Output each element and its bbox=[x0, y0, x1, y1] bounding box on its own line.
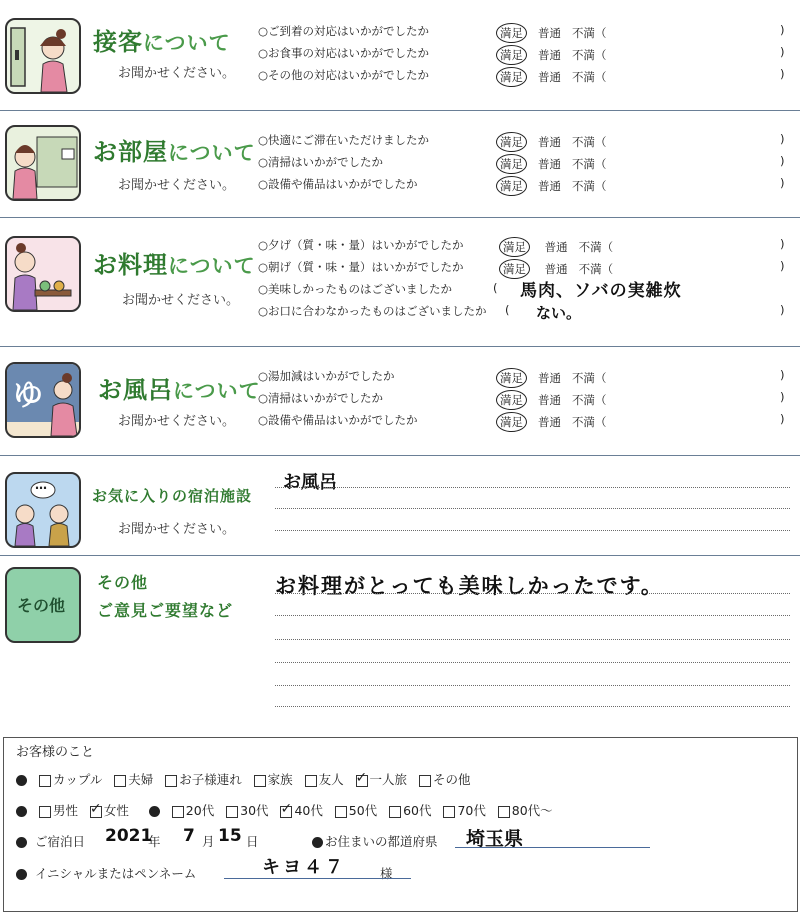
checkbox-couple[interactable]: カップル bbox=[39, 772, 102, 787]
bath-illustration bbox=[5, 362, 81, 438]
section-divider bbox=[0, 217, 800, 218]
speech-dots: … bbox=[35, 478, 47, 492]
checkbox-family[interactable]: 家族 bbox=[254, 772, 293, 787]
checkbox-male[interactable]: 男性 bbox=[39, 803, 78, 818]
food-answer-open-paren: ( bbox=[493, 281, 498, 295]
favorite-illustration bbox=[5, 472, 81, 548]
paren-close: ) bbox=[780, 176, 785, 190]
service-subtitle: お聞かせください。 bbox=[118, 66, 236, 81]
food-illustration-icon bbox=[7, 238, 79, 310]
other-title-line2: ご意見ご要望など bbox=[97, 601, 234, 620]
checkbox-age-40s[interactable]: ✓ 40代 bbox=[280, 800, 323, 818]
service-title: 接客について bbox=[93, 28, 231, 56]
checkbox-age-80s-plus[interactable]: 80代〜 bbox=[498, 803, 553, 818]
bullet-icon bbox=[16, 806, 27, 817]
food-question-4: ○お口に合わなかったものはございましたか bbox=[258, 304, 487, 318]
bath-title: お風呂について bbox=[98, 376, 261, 404]
paren-close: ) bbox=[780, 237, 785, 251]
room-question-3: ○設備や備品はいかがでしたか bbox=[258, 177, 418, 191]
prefecture-label: お住まいの都道府県 bbox=[325, 834, 438, 849]
writing-line bbox=[275, 508, 790, 509]
stay-date-row bbox=[16, 832, 85, 850]
check-mark-icon: ✓ bbox=[280, 800, 293, 817]
writing-line bbox=[275, 593, 790, 594]
writing-line bbox=[275, 615, 790, 616]
room-question-2: ○清掃はいかがでしたか bbox=[258, 155, 384, 169]
room-title: お部屋について bbox=[93, 138, 256, 166]
paren-close: ) bbox=[780, 259, 785, 273]
service-question-3: ○その他の対応はいかがでしたか bbox=[258, 68, 430, 82]
bath-question-3: ○設備や備品はいかがでしたか bbox=[258, 413, 418, 427]
checkbox-age-20s[interactable]: 20代 bbox=[172, 803, 214, 818]
writing-line bbox=[275, 662, 790, 663]
checkbox-age-50s[interactable]: 50代 bbox=[335, 803, 377, 818]
room-illustration-icon bbox=[7, 127, 79, 199]
stay-year-value[interactable]: 2021 bbox=[105, 826, 153, 846]
stay-month-value[interactable]: 7 bbox=[183, 826, 195, 846]
paren-close: ) bbox=[780, 368, 785, 382]
yu-glyph: ゆ bbox=[13, 378, 43, 413]
check-mark-icon: ✓ bbox=[355, 769, 368, 786]
room-options-2[interactable]: 満足 普通 不満（ bbox=[500, 154, 606, 174]
food-question-2: ○朝げ（質・味・量）はいかがでしたか bbox=[258, 260, 464, 274]
bath-question-2: ○清掃はいかがでしたか bbox=[258, 391, 384, 405]
service-question-2: ○お食事の対応はいかがでしたか bbox=[258, 46, 430, 60]
gender-age-row bbox=[16, 801, 553, 819]
prefecture-row bbox=[312, 832, 438, 850]
food-illustration bbox=[5, 236, 81, 312]
name-label: イニシャルまたはペンネーム bbox=[35, 866, 197, 881]
service-illustration bbox=[5, 18, 81, 94]
checkbox-solo-travel[interactable]: ✓ 一人旅 bbox=[355, 769, 408, 787]
paren-close: ) bbox=[780, 45, 785, 59]
prefecture-value[interactable]: 埼玉県 bbox=[466, 828, 524, 850]
food-subtitle: お聞かせください。 bbox=[122, 293, 240, 308]
favorite-title: お気に入りの宿泊施設 bbox=[92, 487, 253, 505]
bath-question-1: ○湯加減はいかがでしたか bbox=[258, 369, 395, 383]
section-divider bbox=[0, 555, 800, 556]
name-row bbox=[16, 864, 196, 882]
checkbox-married[interactable]: 夫婦 bbox=[114, 772, 153, 787]
service-question-1: ○ご到着の対応はいかがでしたか bbox=[258, 24, 430, 38]
room-options-1[interactable]: 満足 普通 不満（ bbox=[500, 132, 606, 152]
bullet-icon bbox=[16, 869, 27, 880]
writing-line bbox=[275, 487, 790, 488]
prefecture-underline bbox=[455, 847, 650, 848]
bullet-icon bbox=[16, 837, 27, 848]
month-unit: 月 bbox=[202, 834, 215, 849]
paren-close: ) bbox=[780, 303, 785, 317]
other-title-line1: その他 bbox=[97, 573, 149, 592]
day-unit: 日 bbox=[246, 834, 259, 849]
customer-heading: お客様のこと bbox=[16, 745, 95, 760]
bullet-icon bbox=[16, 775, 27, 786]
checkbox-with-children[interactable]: お子様連れ bbox=[165, 772, 242, 787]
food-title: お料理について bbox=[93, 251, 256, 279]
other-handwritten-answer: お料理がとっても美味しかったです。 bbox=[275, 574, 664, 598]
food-question-1: ○夕げ（質・味・量）はいかがでしたか bbox=[258, 238, 464, 252]
paren-close: ) bbox=[780, 23, 785, 37]
other-illustration bbox=[5, 567, 81, 643]
food-answer-open-paren: ( bbox=[505, 303, 510, 317]
writing-line bbox=[275, 639, 790, 640]
food-handwritten-answer-1: 馬肉、ソバの実雑炊 bbox=[520, 281, 682, 301]
room-illustration bbox=[5, 125, 81, 201]
service-options-3[interactable]: 満足 普通 不満（ bbox=[500, 67, 606, 87]
customer-info-box bbox=[3, 737, 798, 912]
check-mark-icon: ✓ bbox=[89, 800, 102, 817]
writing-line bbox=[275, 685, 790, 686]
service-options-1[interactable]: 満足 普通 不満（ bbox=[500, 23, 606, 43]
name-underline bbox=[224, 878, 411, 879]
food-options-1[interactable]: 満足 普通 不満（ bbox=[503, 237, 613, 257]
food-question-3: ○美味しかったものはございましたか bbox=[258, 282, 453, 296]
checkbox-other[interactable]: その他 bbox=[419, 772, 471, 787]
paren-close: ) bbox=[780, 412, 785, 426]
stay-day-value[interactable]: 15 bbox=[218, 826, 242, 846]
section-divider bbox=[0, 346, 800, 347]
room-options-3[interactable]: 満足 普通 不満（ bbox=[500, 176, 606, 196]
paren-close: ) bbox=[780, 390, 785, 404]
writing-line bbox=[275, 530, 790, 531]
writing-line bbox=[275, 706, 790, 707]
room-subtitle: お聞かせください。 bbox=[118, 178, 236, 193]
bath-options-3[interactable]: 満足 普通 不満（ bbox=[500, 412, 606, 432]
food-options-2[interactable]: 満足 普通 不満（ bbox=[503, 259, 613, 279]
bath-attendant-icon bbox=[7, 364, 79, 436]
favorite-handwritten-answer: お風呂 bbox=[283, 472, 337, 493]
bath-subtitle: お聞かせください。 bbox=[118, 414, 236, 429]
staff-illustration-icon bbox=[7, 20, 79, 92]
bullet-icon bbox=[312, 837, 323, 848]
paren-close: ) bbox=[780, 67, 785, 81]
checkbox-age-70s[interactable]: 70代 bbox=[443, 803, 485, 818]
room-question-1: ○快適にご滞在いただけましたか bbox=[258, 133, 430, 147]
bullet-icon bbox=[149, 806, 160, 817]
companion-row bbox=[16, 770, 471, 788]
section-divider bbox=[0, 110, 800, 111]
bath-options-2[interactable]: 満足 普通 不満（ bbox=[500, 390, 606, 410]
name-suffix: 様 bbox=[380, 866, 393, 881]
bath-options-1[interactable]: 満足 普通 不満（ bbox=[500, 368, 606, 388]
checkbox-female[interactable]: ✓ 女性 bbox=[89, 800, 129, 818]
section-divider bbox=[0, 455, 800, 456]
other-icon-text: その他 bbox=[17, 596, 66, 615]
food-handwritten-answer-2: ない。 bbox=[536, 304, 582, 322]
stay-date-label: ご宿泊日 bbox=[35, 834, 86, 849]
service-options-2[interactable]: 満足 普通 不満（ bbox=[500, 45, 606, 65]
name-value[interactable]: キヨ４７ bbox=[262, 857, 346, 878]
paren-close: ) bbox=[780, 154, 785, 168]
checkbox-friends[interactable]: 友人 bbox=[305, 772, 344, 787]
paren-close: ) bbox=[780, 132, 785, 146]
checkbox-age-30s[interactable]: 30代 bbox=[226, 803, 268, 818]
checkbox-age-60s[interactable]: 60代 bbox=[389, 803, 431, 818]
year-unit: 年 bbox=[148, 834, 161, 849]
favorite-subtitle: お聞かせください。 bbox=[118, 522, 236, 537]
